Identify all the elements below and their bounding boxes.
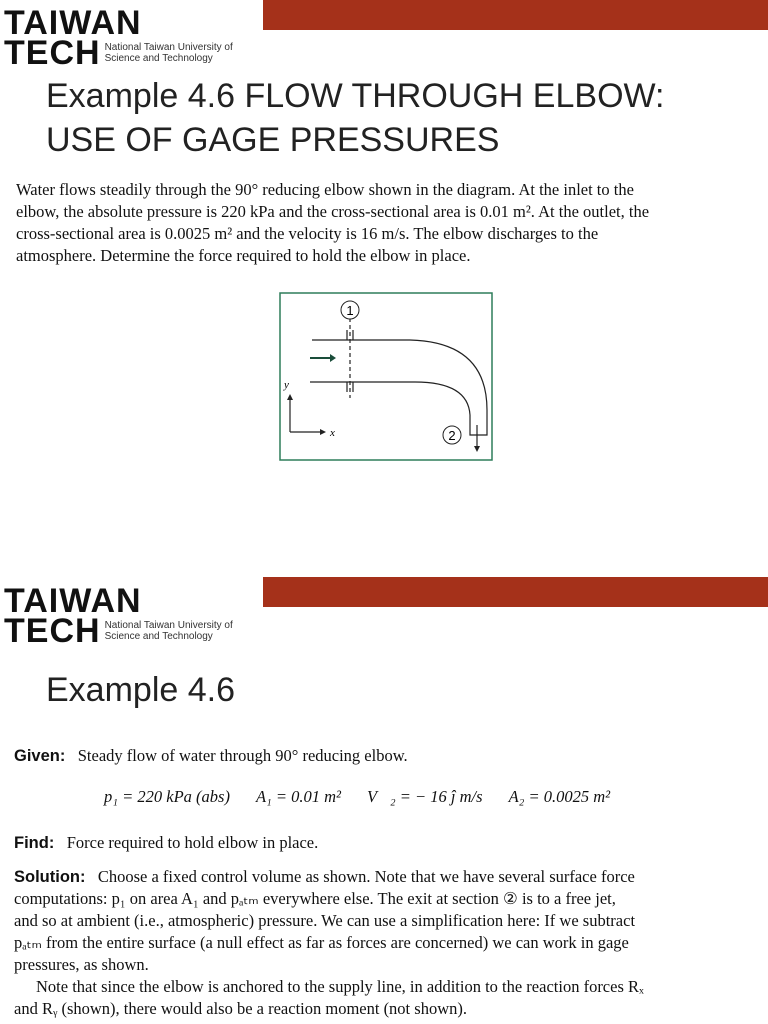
title-line1: Example 4.6 FLOW THROUGH ELBOW: [46, 77, 665, 115]
given-label: Given: [14, 747, 66, 765]
problem-line: elbow, the absolute pressure is 220 kPa and the cross-sectional area is 0.01 m². At the outlet, the [16, 202, 650, 221]
page-title [46, 74, 664, 162]
solution-line: pressures, as shown. [14, 955, 149, 974]
axis-x-label: x [330, 427, 335, 439]
solution-line: and Rᵧ (shown), there would also be a reaction moment (not shown). [14, 999, 467, 1018]
logo-sub2: Science and Technology [104, 631, 213, 642]
solution-line: Choose a fixed control volume as shown. Note that we have several surface force [97, 867, 635, 886]
elbow-diagram [270, 290, 500, 465]
solution-line: and so at ambient (i.e., atmospheric) pressure. We can use a simplification here: If we subtract [14, 911, 636, 930]
equation: A₂ = 0.0025 m² [508, 787, 611, 806]
find-text: Force required to hold elbow in place. [66, 833, 319, 852]
solution-line: Note that since the elbow is anchored to the supply line, in addition to the reaction forces Rₓ [36, 977, 644, 996]
solution-line: pₐₜₘ from the entire surface (a null effect as far as forces are concerned) we can work in gage [14, 933, 629, 952]
logo-sub2: Science and Technology [104, 53, 213, 64]
axis-y-label: y [284, 379, 289, 391]
logo [4, 4, 233, 72]
given-text: Steady flow of water through 90° reducing elbow. [77, 746, 408, 765]
page-title-2: Example 4.6 [46, 671, 235, 709]
logo-sub1: National Taiwan University of [104, 42, 233, 53]
logo-sub1: National Taiwan University of [104, 620, 233, 631]
problem-text [16, 179, 649, 267]
problem-line: cross-sectional area is 0.0025 m² and the velocity is 16 m/s. The elbow discharges to the [16, 224, 599, 243]
logo-line2: TECH [4, 34, 101, 72]
equation: A₁ = 0.01 m² [255, 787, 341, 806]
solution [14, 866, 754, 1020]
find-row [14, 832, 318, 854]
equation: p₁ = 220 kPa (abs) [104, 787, 230, 806]
given-row [14, 745, 408, 767]
logo-2 [4, 582, 233, 650]
label-1: 1 [346, 303, 354, 318]
logo-line1: TAIWAN [4, 4, 142, 42]
solution-label: Solution: [14, 868, 86, 886]
solution-line: computations: p₁ on area A₁ and pₐₜₘ everywhere else. The exit at section ② is to a free jet, [14, 889, 616, 908]
logo-line2: TECH [4, 612, 101, 650]
logo-line1: TAIWAN [4, 582, 142, 620]
problem-line: Water flows steadily through the 90° reducing elbow shown in the diagram. At the inlet to the [16, 180, 634, 199]
label-2: 2 [448, 428, 456, 443]
header-bar [263, 0, 768, 30]
equation: V⃗₂ = − 16 ĵ m/s [367, 787, 483, 806]
given-equations [104, 786, 610, 808]
problem-line: atmosphere. Determine the force required to hold the elbow in place. [16, 246, 471, 265]
title-line2: USE OF GAGE PRESSURES [46, 121, 500, 159]
find-label: Find: [14, 834, 55, 852]
header-bar-2 [263, 577, 768, 607]
